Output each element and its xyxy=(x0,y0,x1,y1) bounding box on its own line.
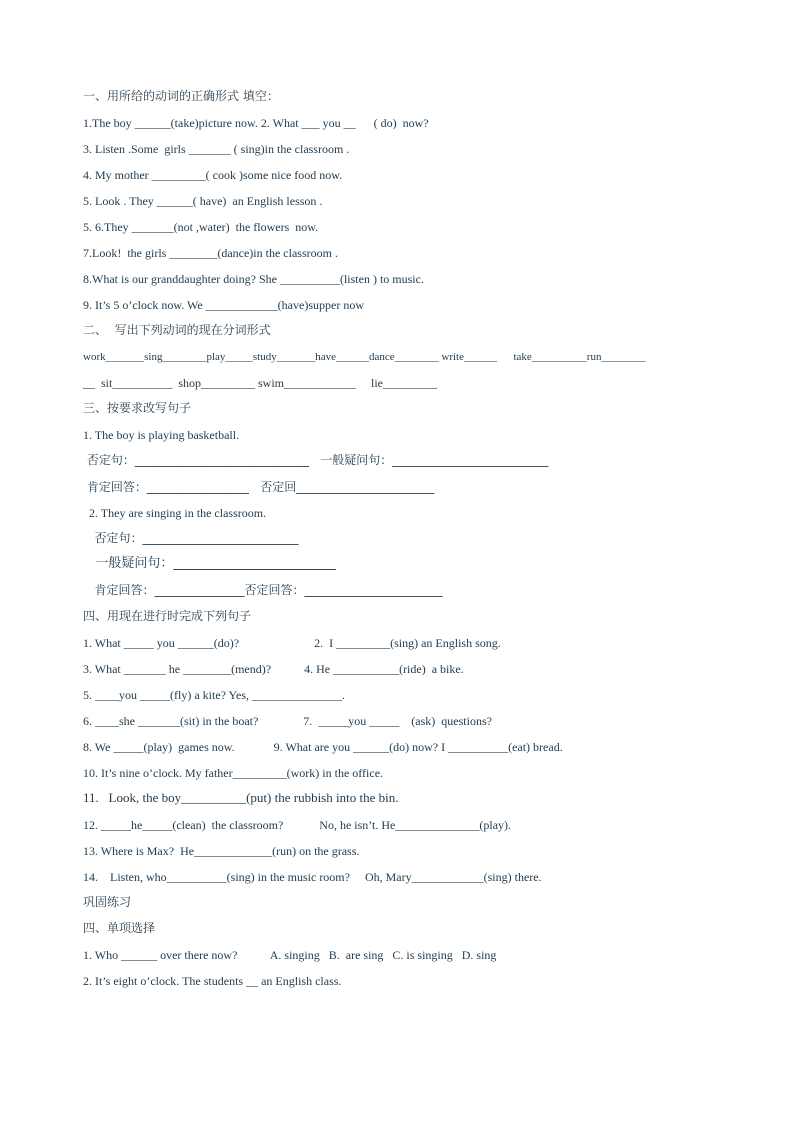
part4-line-1: 1. What _____ you ______(do)? 2. I _________(sing) an English song. xyxy=(83,636,501,650)
part3-line-5: 否定句：__________________________ xyxy=(83,531,299,545)
part4-line-2: 3. What _______ he ________(mend)? 4. He ___________(ride) a bike. xyxy=(83,662,464,676)
section-5-title: 四、单项选择 xyxy=(83,921,156,935)
part3-line-1: 1. The boy is playing basketball. xyxy=(83,428,240,442)
part4-line-8: 12. _____he_____(clean) the classroom? No, he isn’t. He______________(play). xyxy=(83,818,512,832)
part1-line-4: 5. Look . They ______( have) an English lesson . xyxy=(83,194,323,208)
part1-line-5: 5. 6.They _______(not ,water) the flowers now. xyxy=(83,220,319,234)
part1-line-7: 8.What is our granddaughter doing? She __________(listen ) to music. xyxy=(83,272,424,286)
part4-line-5: 8. We _____(play) games now. 9. What are you ______(do) now? I __________(eat) bread. xyxy=(83,740,563,754)
part2-line-2: __ sit__________ shop_________ swim____________ lie_________ xyxy=(83,376,438,390)
part3-line-4: 2. They are singing in the classroom. xyxy=(83,506,267,520)
part5-line-1: 1. Who ______ over there now? A. singing B. are sing C. is singing D. sing xyxy=(83,948,497,962)
part4-line-9: 13. Where is Max? He_____________(run) on the grass. xyxy=(83,844,360,858)
section-1-title: 一、用所给的动词的正确形式 填空： xyxy=(83,89,279,103)
part3-line-7: 肯定回答：_______________否定回答：_______________________ xyxy=(83,583,443,597)
part1-line-6: 7.Look! the girls ________(dance)in the classroom . xyxy=(83,246,338,260)
part5-line-2: 2. It’s eight o’clock. The students __ an English class. xyxy=(83,974,342,988)
part1-line-2: 3. Listen .Some girls _______ ( sing)in the classroom . xyxy=(83,142,350,156)
part4-line-7: 11. Look, the boy__________(put) the rubbish into the bin. xyxy=(83,790,399,805)
part1-line-1: 1.The boy ______(take)picture now. 2. What ___ you __ ( do) now? xyxy=(83,116,429,130)
section-2-title: 二、 写出下列动词的现在分词形式 xyxy=(83,323,271,337)
part3-line-3: 肯定回答：_________________ 否定回_______________________ xyxy=(83,480,435,494)
part4-line-3: 5. ____you _____(fly) a kite? Yes, _______________. xyxy=(83,688,345,702)
part3-line-6: 一般疑问句：_________________________ xyxy=(83,556,336,571)
part1-line-8: 9. It’s 5 o’clock now. We ____________(have)supper now xyxy=(83,298,364,312)
consolidate-heading: 巩固练习 xyxy=(83,895,132,909)
part4-line-6: 10. It’s nine o’clock. My father_________(work) in the office. xyxy=(83,766,384,780)
section-3-title: 三、按要求改写句子 xyxy=(83,401,192,415)
part4-line-4: 6. ____she _______(sit) in the boat? 7. _____you _____ (ask) questions? xyxy=(83,714,492,728)
part4-line-10: 14. Listen, who__________(sing) in the music room? Oh, Mary____________(sing) there. xyxy=(83,870,542,884)
section-4-title: 四、用现在进行时完成下列句子 xyxy=(83,609,252,623)
part2-line-1: work_______sing________play_____study_______have______dance________ write______ take__________run________ xyxy=(83,351,646,363)
part1-line-3: 4. My mother _________( cook )some nice food now. xyxy=(83,168,343,182)
part3-line-2: 否定句：_____________________________ 一般疑问句：__________________________ xyxy=(83,453,549,467)
